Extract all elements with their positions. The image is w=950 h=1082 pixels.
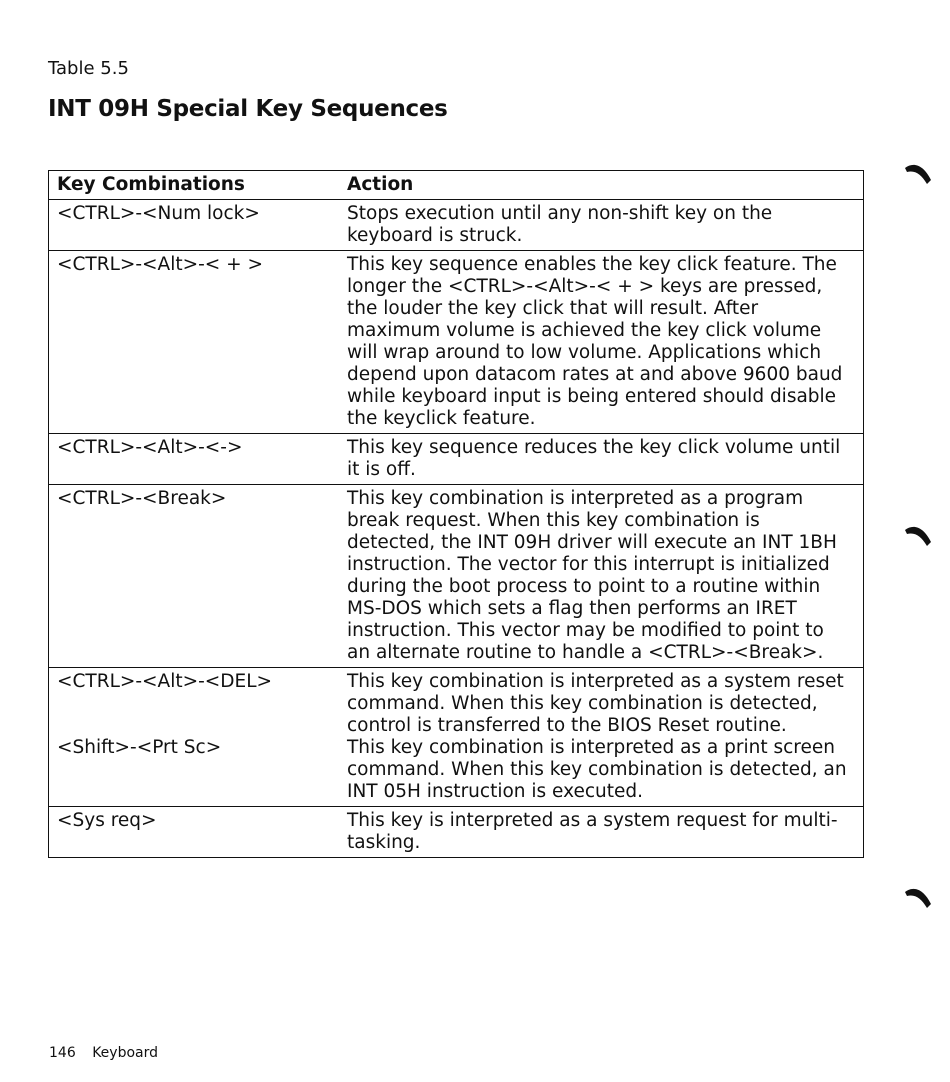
action-text: This key combination is interpreted as a system reset command. When this key combination is detected, control is transferred to the BIOS Reset routine.: [347, 671, 844, 736]
key-combination: <Shift>-<Prt Sc>: [57, 737, 222, 758]
table-row: [49, 668, 864, 807]
table-row: [49, 200, 864, 251]
key-cell: <CTRL>-<Alt>-<->: [57, 437, 243, 458]
action-cell: This key sequence enables the key click feature. The longer the <CTRL>-<Alt>-< + > keys are pressed, the louder the key click that will result. After maximum volume is achieved the key click volume will wrap around to low volume. Applications which depend upon datacom rates at and above 9600 baud while keyboard input is being entered should disable the keyclick feature.: [347, 254, 843, 429]
action-cell: [347, 668, 864, 807]
action-text: This key combination is interpreted as a print screen command. When this key combination is detected, an INT 05H instruction is executed.: [347, 737, 847, 802]
page-footer: [49, 1045, 158, 1061]
binding-mark-icon: [903, 884, 933, 914]
key-cell: <CTRL>-<Break>: [57, 488, 227, 509]
action-cell: Stops execution until any non-shift key on the keyboard is struck.: [347, 203, 773, 246]
action-cell: This key is interpreted as a system request for multi-tasking.: [347, 810, 838, 853]
table-row: [49, 434, 864, 485]
action-cell: This key combination is interpreted as a program break request. When this key combination is detected, the INT 09H driver will execute an INT 1BH instruction. The vector for this interrupt is initialized during the boot process to point to a routine within MS-DOS which sets a flag then performs an IRET instruction. This vector may be modified to point to an alternate routine to handle a <CTRL>-<Break>.: [347, 488, 837, 663]
table-row: [49, 485, 864, 668]
key-cell: [49, 668, 348, 807]
page-title: INT 09H Special Key Sequences: [48, 96, 448, 122]
key-cell: <CTRL>-<Num lock>: [57, 203, 260, 224]
page-number: 146: [49, 1045, 76, 1061]
table-row: [49, 251, 864, 434]
key-spacer: [57, 693, 347, 737]
section-name: Keyboard: [92, 1045, 158, 1061]
table-row: [49, 807, 864, 858]
header-key-combinations: Key Combinations: [57, 174, 245, 195]
table-number: Table 5.5: [48, 58, 129, 79]
key-sequence-table: [48, 170, 864, 858]
binding-mark-icon: [903, 522, 933, 552]
action-cell: This key sequence reduces the key click volume until it is off.: [347, 437, 841, 480]
table-header-row: [49, 171, 864, 200]
binding-mark-icon: [903, 160, 933, 190]
key-cell: <Sys req>: [57, 810, 157, 831]
key-cell: <CTRL>-<Alt>-< + >: [57, 254, 264, 275]
key-combination: <CTRL>-<Alt>-<DEL>: [57, 671, 273, 692]
header-action: Action: [347, 174, 414, 195]
